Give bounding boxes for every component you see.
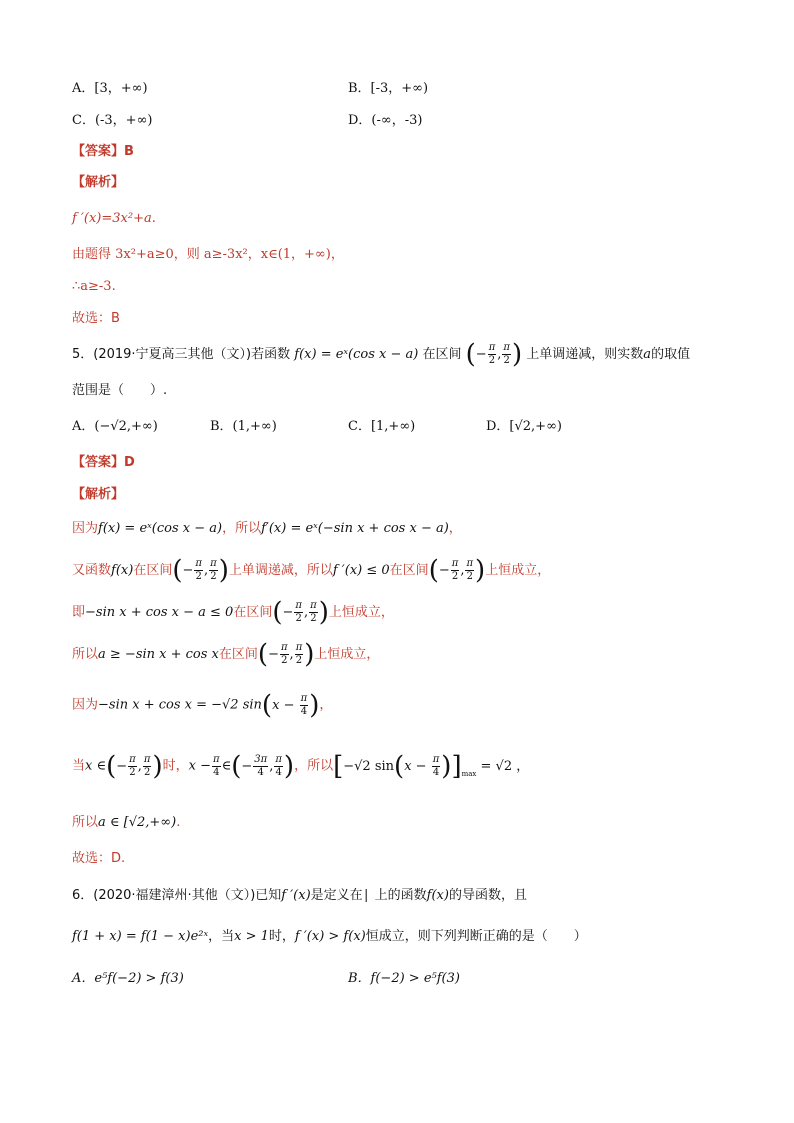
q5-option-c: C．[1,+∞)	[348, 419, 416, 434]
q5-solution-line3: 即−sin x + cos x − a ≤ 0在区间(− $\frac{\pi}{2}$ , $\frac{\pi}{2}$ )上恒成立，	[72, 597, 394, 628]
q5-solution-line5: 因为−sin x + cos x = −√2 sin(x − $\frac{\pi}{4}$ )，	[72, 690, 333, 720]
q4-analysis-label: 【解析】	[72, 175, 125, 190]
q6-option-b: B．f(−2) > e⁵f(3)	[348, 971, 460, 986]
q5-choice: 故选：D.	[72, 851, 126, 866]
q4-solution-line1: f ′(x)=3x²+a.	[72, 211, 156, 226]
q4-solution-line3: ∴a≥-3.	[72, 279, 116, 294]
q5-solution-line4: 所以a ≥ −sin x + cos x在区间(− $\frac{\pi}{2}$ , $\frac{\pi}{2}$ )上恒成立，	[72, 639, 380, 670]
q4-option-b: B．[-3，+∞)	[348, 81, 429, 96]
q6-stem-line2: f(1 + x) = f(1 − x)e²ˣ，当x > 1时，f ′(x) > f(x)恒成立，则下列判断正确的是（ ）	[72, 929, 587, 944]
q5-option-d: D．[√2,+∞)	[486, 419, 562, 434]
q5-option-a: A．(−√2,+∞)	[72, 419, 158, 434]
q4-option-c: C．(-3，+∞)	[72, 113, 153, 128]
q4-choice: 故选：B	[72, 311, 120, 326]
q5-stem-line2: 范围是（ ）.	[72, 383, 168, 398]
q5-solution-line1: 因为f(x) = eˣ(cos x − a)，所以f′(x) = eˣ(−sin x + cos x − a)，	[72, 521, 462, 536]
q5-solution-line7: 所以a ∈ [√2,+∞).	[72, 815, 181, 830]
q4-solution-line2: 由题得 3x²+a≥0，则 a≥-3x²，x∈(1，+∞)，	[72, 247, 344, 262]
q5-solution-line2: 又函数f(x)在区间(− $\frac{\pi}{2}$ , $\frac{\pi}{2}$ )上单调递减，所以f ′(x) ≤ 0在区间(− $\frac{\pi}{2}$ , $\frac{\pi}{2}$ )上恒成立，	[72, 555, 551, 586]
q5-stem-line1: 5．(2019·宁夏高三其他（文）)若函数 f(x) = eˣ(cos x − a) 在区间 (− $\frac{\pi}{2}$ , $\frac{\pi}{2}$ ) 上单调递减，则实数a的取值	[72, 339, 691, 370]
q6-stem-line1: 6．(2020·福建漳州·其他（文）)已知f ′(x)是定义在 | 上的函数f(x)的导函数，且	[72, 888, 527, 903]
q4-answer: 【答案】B	[72, 144, 134, 159]
q4-option-a: A．[3，+∞)	[72, 81, 148, 96]
q5-solution-line6: 当x ∈(− $\frac{\pi}{2}$ , $\frac{\pi}{2}$ )时，x − $\frac{\pi}{4}$ ∈(− $\frac{3\pi}{4}$ , $\frac{\pi}{4}$ )，所以[−√2 sin(x − $\frac{\pi}{4}$ )]$_{max} = √2$ ，	[72, 751, 530, 781]
q6-option-a: A．e⁵f(−2) > f(3)	[72, 971, 184, 986]
q5-answer: 【答案】D	[72, 455, 135, 470]
q5-option-b: B．(1,+∞)	[210, 419, 277, 434]
q4-option-d: D．(-∞，-3)	[348, 113, 423, 128]
q5-analysis-label: 【解析】	[72, 487, 125, 502]
